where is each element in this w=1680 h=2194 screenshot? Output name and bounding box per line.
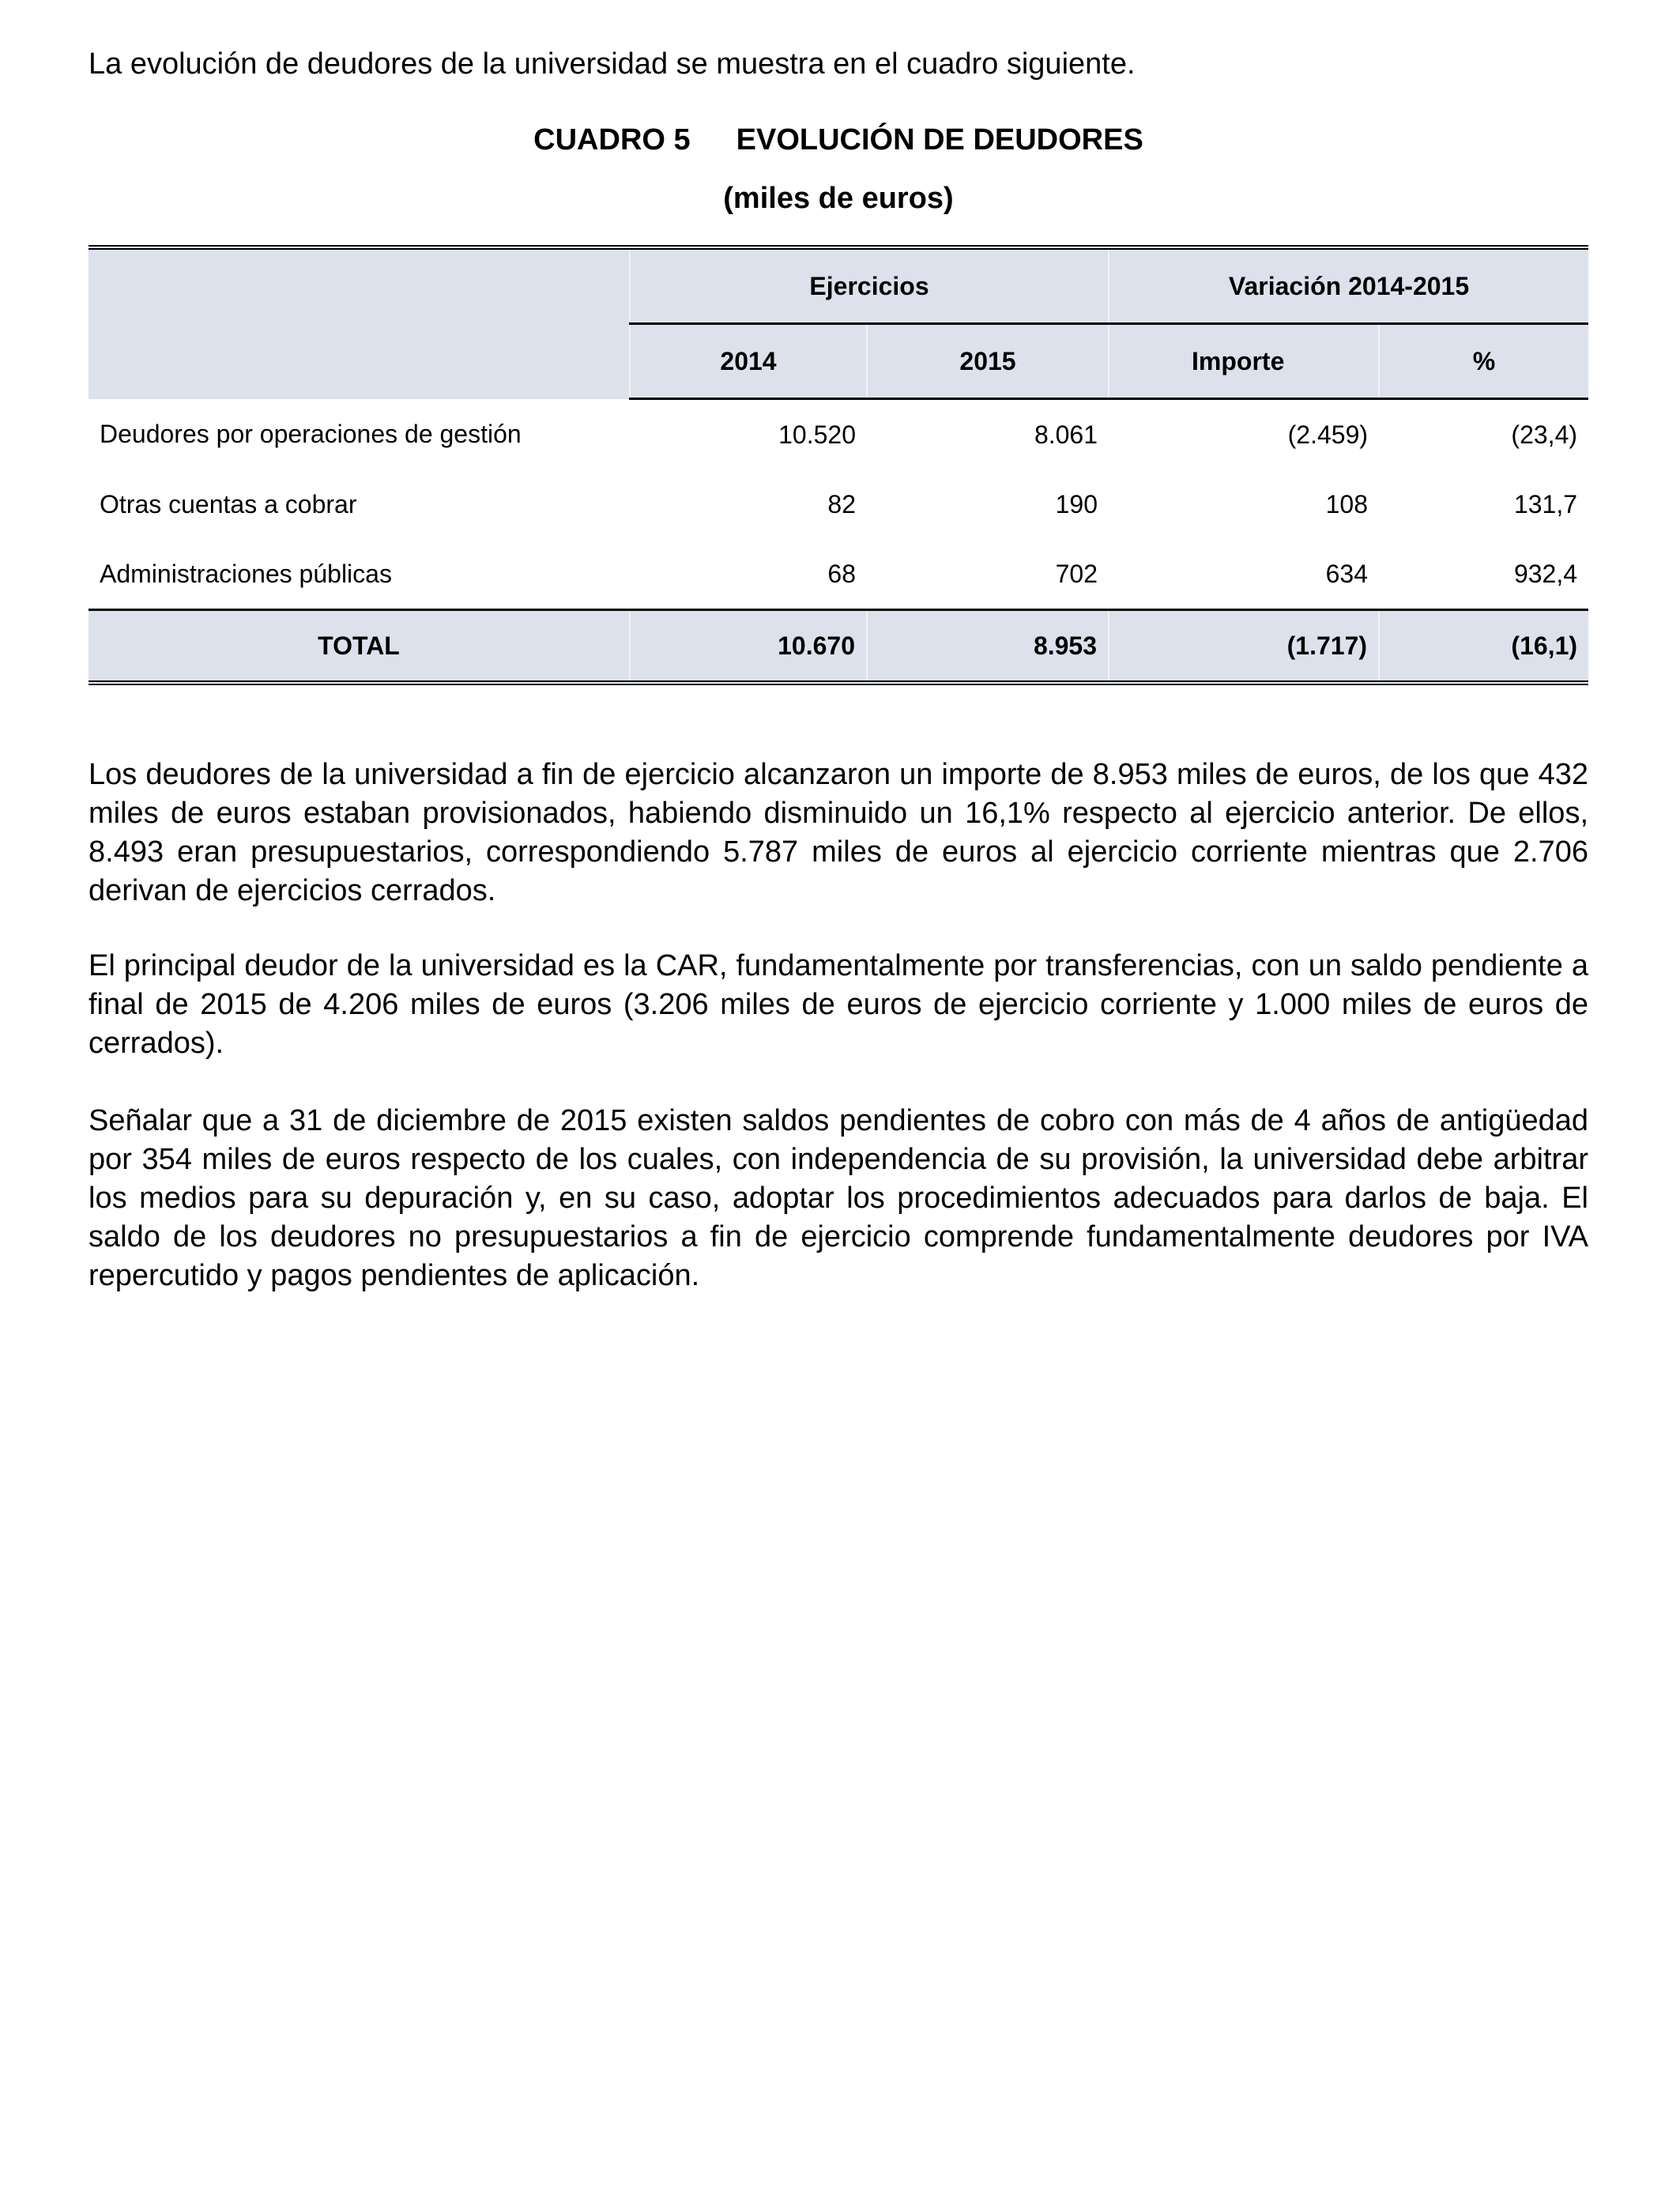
paragraph-deudores: Los deudores de la universidad a fin de ejercicio alcanzaron un importe de 8.953 miles de euros, de los que 432 miles de euros estaban provisionados, habiendo disminuido un 16,1% respecto al ejercicio anterior. De ellos, 8.493 eran presupuestarios, correspondiendo 5.787 miles de euros al ejercicio corriente mientras que 2.706 derivan de ejercicios cerrados. <box>89 758 1588 907</box>
total-importe: (1.717) <box>1109 610 1379 684</box>
debtors-table <box>89 245 1588 685</box>
total-2014: 10.670 <box>630 610 867 684</box>
paragraph-saldos: Señalar que a 31 de diciembre de 2015 existen saldos pendientes de cobro con más de 4 años de antigüedad por 354 miles de euros respecto de los cuales, con independencia de su provisión, la universidad debe arbitrar los medios para su depuración y, en su caso, adoptar los procedimientos adecuados para darlos de baja. El saldo de los deudores no presupuestarios a fin de ejercicio comprende fundamentalmente deudores por IVA repercutido y pagos pendientes de aplicación. <box>89 1104 1588 1292</box>
paragraph-car: El principal deudor de la universidad es la CAR, fundamentalmente por transferencias, con un saldo pendiente a final de 2015 de 4.206 miles de euros (3.206 miles de euros de ejercicio corriente y 1.000 miles de euros de cerrados). <box>89 949 1588 1060</box>
total-row <box>89 610 1588 684</box>
cell-2014: 68 <box>827 559 856 588</box>
caption-title: EVOLUCIÓN DE DEUDORES <box>736 123 1143 156</box>
cell-2015: 8.061 <box>1034 420 1098 449</box>
row-label: Deudores por operaciones de gestión <box>100 419 522 448</box>
cell-percent: 131,7 <box>1513 489 1578 518</box>
total-label: TOTAL <box>89 610 630 684</box>
table-caption <box>89 122 1588 158</box>
table-row <box>89 539 1588 610</box>
caption-number: CUADRO 5 <box>533 123 691 156</box>
cell-2015: 190 <box>1055 489 1098 518</box>
row-label: Administraciones públicas <box>100 559 392 588</box>
total-2015: 8.953 <box>867 610 1109 684</box>
cell-percent: 932,4 <box>1513 559 1578 588</box>
row-label: Otras cuentas a cobrar <box>100 489 357 518</box>
table-row <box>89 469 1588 539</box>
header-importe: Importe <box>1109 324 1379 399</box>
header-2014: 2014 <box>630 324 867 399</box>
caption-units: (miles de euros) <box>723 182 954 215</box>
cell-importe: 634 <box>1325 559 1369 588</box>
header-blank <box>89 247 630 399</box>
cell-2014: 10.520 <box>778 420 856 449</box>
table-row <box>89 399 1588 470</box>
cell-importe: (2.459) <box>1287 420 1369 449</box>
cell-percent: (23,4) <box>1511 420 1578 449</box>
intro-text: La evolución de deudores de la universidad se muestra en el cuadro siguiente. <box>89 47 1136 81</box>
cell-2015: 702 <box>1055 559 1098 588</box>
header-2015: 2015 <box>867 324 1109 399</box>
header-percent: % <box>1379 324 1588 399</box>
header-ejercicios: Ejercicios <box>630 247 1109 324</box>
header-variacion: Variación 2014-2015 <box>1109 247 1588 324</box>
cell-2014: 82 <box>827 489 856 518</box>
cell-importe: 108 <box>1325 489 1369 518</box>
total-percent: (16,1) <box>1379 610 1588 684</box>
